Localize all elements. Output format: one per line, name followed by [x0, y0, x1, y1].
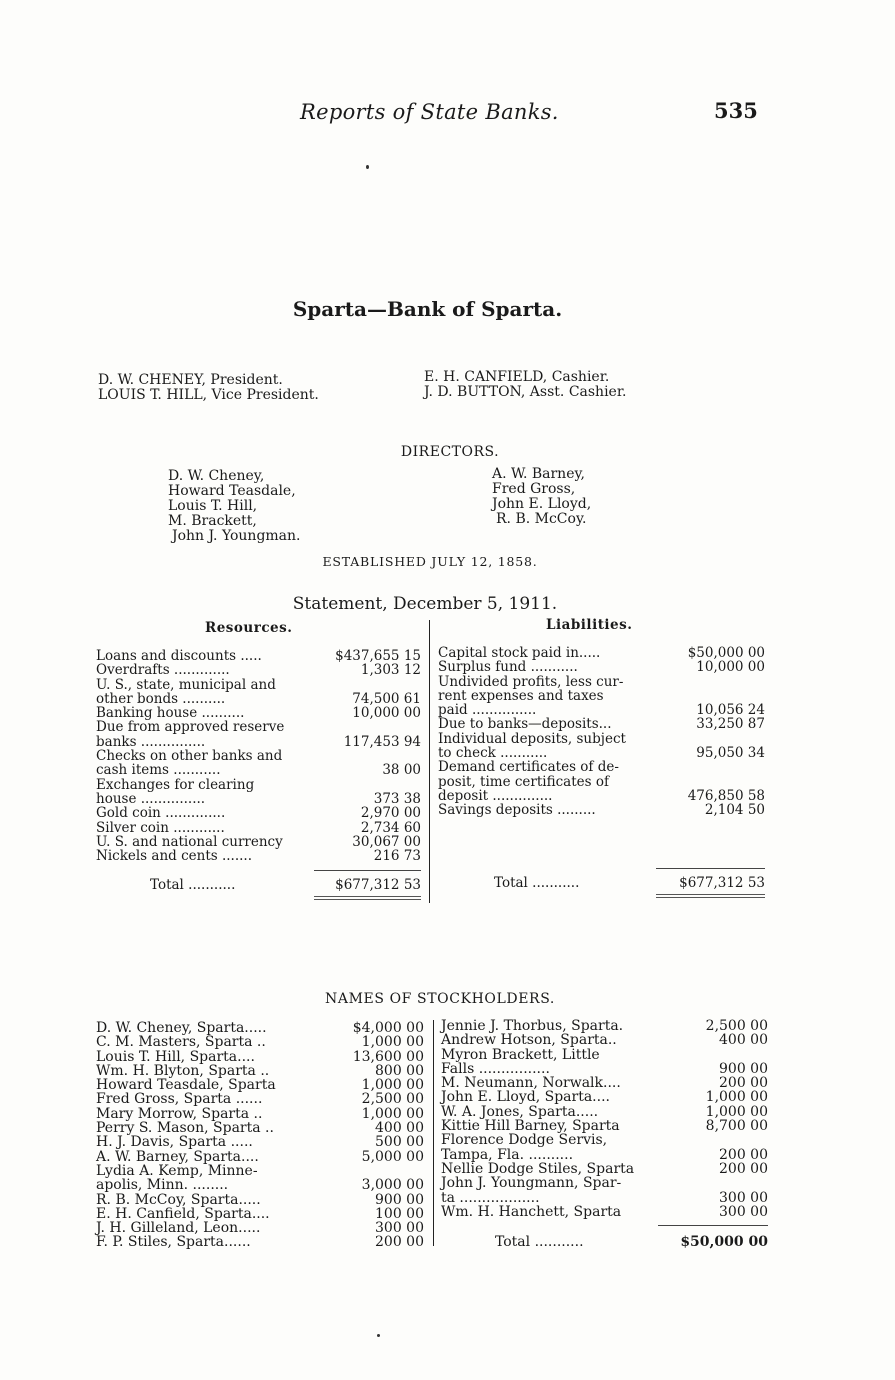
liabilities-sum-rule [656, 868, 765, 869]
ink-speck [377, 1334, 380, 1337]
statement-column-divider [429, 620, 430, 903]
director-name: Louis T. Hill, [168, 498, 258, 514]
stockholders-total-row [495, 1235, 768, 1249]
resource-row: Exchanges for clearing [96, 776, 255, 793]
director-name: D. W. Cheney, [168, 468, 265, 484]
liability-row: paid ............... 10,056 24 [438, 702, 765, 719]
liabilities-table [438, 646, 765, 818]
stockholder-row: Fred Gross, Sparta ...... 2,500 00 [96, 1091, 424, 1108]
stockholder-row: Tampa, Fla. .......... 200 00 [441, 1146, 768, 1163]
stockholder-row: Myron Brackett, Little [441, 1046, 600, 1063]
ink-speck [366, 165, 369, 169]
liability-row: Demand certificates of de- [438, 759, 619, 776]
liability-row: to check ........... 95,050 34 [438, 745, 765, 762]
liability-row: Surplus fund ........... 10,000 00 [438, 659, 765, 676]
stockholder-row: C. M. Masters, Sparta .. 1,000 00 [96, 1034, 424, 1051]
resource-row: house ............... 373 38 [96, 790, 421, 807]
resource-row: banks ............... 117,453 94 [96, 733, 421, 750]
liability-row: Savings deposits ......... 2,104 50 [438, 802, 765, 819]
established-date: ESTABLISHED JULY 12, 1858. [322, 554, 538, 569]
director-name: Howard Teasdale, [168, 483, 296, 499]
resources-double-rule [314, 896, 421, 900]
stockholder-row: Nellie Dodge Stiles, Sparta 200 00 [441, 1160, 768, 1177]
stockholder-row: W. A. Jones, Sparta..... 1,000 00 [441, 1103, 768, 1120]
stockholder-row: Howard Teasdale, Sparta 1,000 00 [96, 1077, 424, 1094]
stockholder-row: J. H. Gilleland, Leon..... 300 00 [96, 1220, 424, 1237]
liability-row: Undivided profits, less cur- [438, 673, 624, 690]
resources-total-label: Total ........... [150, 877, 236, 893]
liabilities-total-row [494, 876, 765, 890]
director-name: M. Brackett, [168, 513, 257, 529]
liability-row: Due to banks—deposits... 33,250 87 [438, 716, 765, 733]
stockholder-row: Wm. H. Hanchett, Sparta 300 00 [441, 1203, 768, 1220]
stockholder-row: M. Neumann, Norwalk.... 200 00 [441, 1075, 768, 1092]
director-name: A. W. Barney, [492, 466, 585, 482]
running-title: Reports of State Banks. [300, 100, 559, 124]
stockholder-row: D. W. Cheney, Sparta..... $4,000 00 [96, 1020, 424, 1036]
resources-total-value: $677,312 53 [335, 877, 421, 893]
resource-row: cash items ........... 38 00 [96, 762, 421, 779]
stockholder-row: R. B. McCoy, Sparta..... 900 00 [96, 1191, 424, 1208]
resources-total-row [150, 878, 421, 892]
stockholders-column-divider [433, 1020, 434, 1246]
stockholder-row: Perry S. Mason, Sparta .. 400 00 [96, 1120, 424, 1137]
liabilities-total-label: Total ........... [494, 875, 580, 891]
liability-row: posit, time certificates of [438, 773, 609, 790]
stockholder-row: H. J. Davis, Sparta ..... 500 00 [96, 1134, 424, 1151]
stockholder-row: A. W. Barney, Sparta.... 5,000 00 [96, 1148, 424, 1165]
stockholder-row: F. P. Stiles, Sparta...... 200 00 [96, 1234, 424, 1251]
stockholder-row: John J. Youngmann, Spar- [441, 1175, 622, 1192]
stockholders-total-value: $50,000 00 [680, 1234, 768, 1250]
director-name: Fred Gross, [492, 481, 576, 497]
director-name: John J. Youngman. [172, 528, 301, 544]
resource-row: Nickels and cents ....... 216 73 [96, 848, 421, 865]
officer-asst-cashier: J. D. BUTTON, Asst. Cashier. [424, 384, 627, 400]
resource-row: Banking house .......... 10,000 00 [96, 705, 421, 722]
stockholders-heading: NAMES OF STOCKHOLDERS. [325, 991, 555, 1007]
stockholder-row: Wm. H. Blyton, Sparta .. 800 00 [96, 1062, 424, 1079]
stockholder-row: Andrew Hotson, Sparta.. 400 00 [441, 1032, 768, 1049]
directors-right-list [492, 467, 591, 527]
resources-heading: Resources. [205, 620, 293, 636]
stockholder-row: Falls ................ 900 00 [441, 1060, 768, 1077]
officer-vice-president: LOUIS T. HILL, Vice President. [98, 387, 319, 403]
liability-row: deposit .............. 476,850 58 [438, 787, 765, 804]
stockholder-row: Lydia A. Kemp, Minne- [96, 1162, 258, 1179]
liability-row: rent expenses and taxes [438, 687, 604, 704]
resources-table [96, 649, 421, 863]
director-name: John E. Lloyd, [492, 496, 592, 512]
resource-row: Checks on other banks and [96, 748, 283, 765]
stockholder-row: John E. Lloyd, Sparta.... 1,000 00 [441, 1089, 768, 1106]
resource-row: Gold coin .............. 2,970 00 [96, 805, 421, 822]
stockholders-right-list [441, 1019, 768, 1219]
liabilities-heading: Liabilities. [546, 617, 633, 633]
stockholder-row: apolis, Minn. ........ 3,000 00 [96, 1177, 424, 1194]
stockholders-total-label: Total ........... [495, 1234, 584, 1250]
director-name: R. B. McCoy. [496, 511, 587, 527]
directors-left-list [168, 469, 301, 544]
resource-row: Silver coin ............ 2,734 60 [96, 819, 421, 836]
resource-row: U. S., state, municipal and [96, 676, 276, 693]
stockholder-row: Louis T. Hill, Sparta.... 13,600 00 [96, 1048, 424, 1065]
liabilities-total-value: $677,312 53 [679, 875, 765, 891]
resource-row: Loans and discounts ..... $437,655 15 [96, 648, 421, 664]
officer-president: D. W. CHENEY, President. [98, 372, 283, 388]
resource-row: other bonds .......... 74,500 61 [96, 690, 421, 707]
stockholder-row: Mary Morrow, Sparta .. 1,000 00 [96, 1105, 424, 1122]
directors-heading: DIRECTORS. [400, 444, 500, 460]
stockholders-sum-rule [658, 1225, 768, 1226]
resources-sum-rule [314, 870, 421, 871]
stockholder-row: Kittie Hill Barney, Sparta 8,700 00 [441, 1118, 768, 1135]
statement-title: Statement, December 5, 1911. [292, 594, 558, 614]
officer-cashier: E. H. CANFIELD, Cashier. [424, 369, 610, 385]
liability-row: Capital stock paid in..... $50,000 00 [438, 645, 765, 661]
stockholder-row: E. H. Canfield, Sparta.... 100 00 [96, 1205, 424, 1222]
liability-row: Individual deposits, subject [438, 730, 626, 747]
resource-row: Overdrafts ............. 1,303 12 [96, 662, 421, 679]
page-number: 535 [714, 98, 758, 123]
resource-row: U. S. and national currency 30,067 00 [96, 833, 421, 850]
stockholder-row: Jennie J. Thorbus, Sparta. 2,500 00 [441, 1018, 768, 1034]
liabilities-double-rule [656, 894, 765, 898]
stockholder-row: Florence Dodge Servis, [441, 1132, 608, 1149]
bank-title: Sparta—Bank of Sparta. [292, 297, 563, 321]
resource-row: Due from approved reserve [96, 719, 285, 736]
stockholders-left-list [96, 1021, 424, 1250]
stockholder-row: ta .................. 300 00 [441, 1189, 768, 1206]
